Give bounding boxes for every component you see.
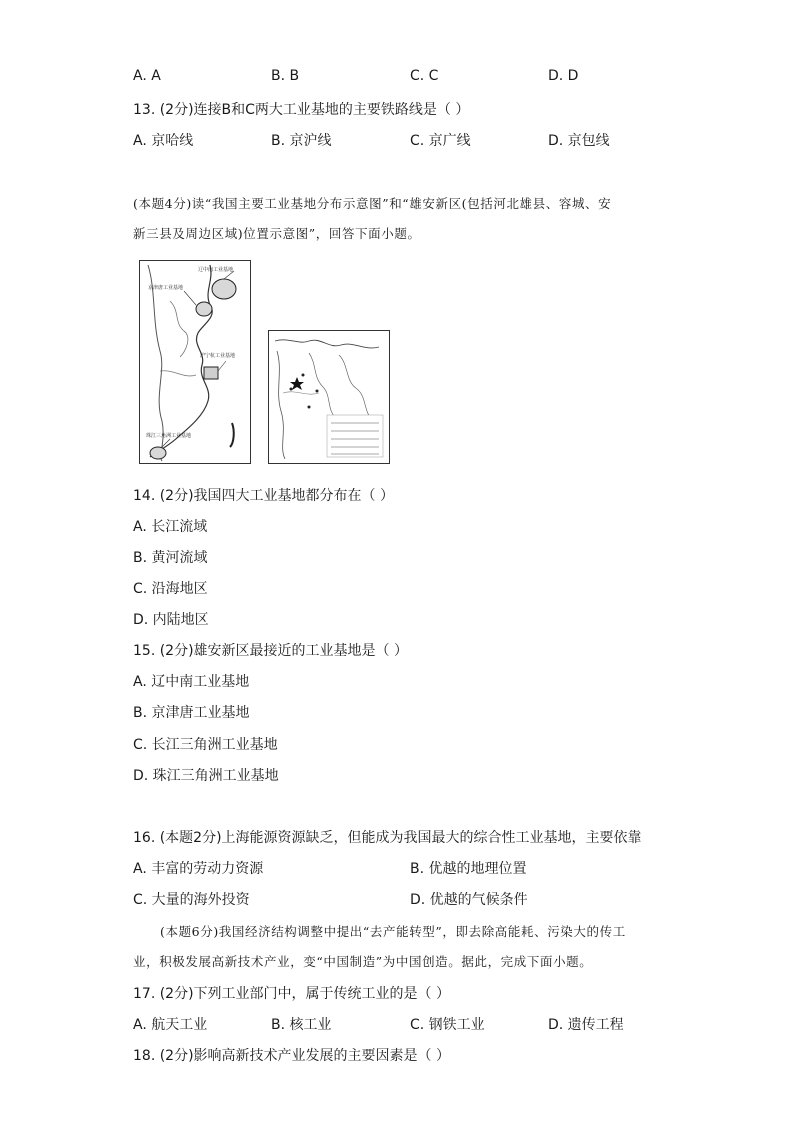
q14-option-a[interactable]: A. 长江流域 bbox=[133, 519, 208, 535]
map-label-zhujiang: 珠江三角洲工业基地 bbox=[146, 433, 192, 439]
industrial-base-map bbox=[139, 260, 251, 464]
xiongan-location-map-drawing bbox=[269, 331, 389, 463]
q12-option-b[interactable]: B. B bbox=[271, 68, 300, 84]
q12-option-c[interactable]: C. C bbox=[410, 68, 439, 84]
q12-option-d[interactable]: D. D bbox=[548, 68, 579, 84]
q14-option-d[interactable]: D. 内陆地区 bbox=[133, 612, 209, 628]
q15-option-d[interactable]: D. 珠江三角洲工业基地 bbox=[133, 768, 279, 784]
q17-option-a[interactable]: A. 航天工业 bbox=[133, 1017, 208, 1033]
passage-intro2-line2: 业，积极发展高新技术产业，变“中国制造”为中国创造。据此，完成下面小题。 bbox=[133, 954, 593, 969]
q15-option-a[interactable]: A. 辽中南工业基地 bbox=[133, 674, 250, 690]
q13-option-b[interactable]: B. 京沪线 bbox=[271, 133, 332, 149]
map-label-huningshang: 沪宁杭工业基地 bbox=[200, 353, 236, 359]
q17-option-d[interactable]: D. 遗传工程 bbox=[548, 1017, 624, 1033]
xiongan-location-map bbox=[268, 330, 390, 464]
q13-option-d[interactable]: D. 京包线 bbox=[548, 133, 610, 149]
q16-option-b[interactable]: B. 优越的地理位置 bbox=[410, 861, 527, 877]
map-label-jingjintang: 京津唐工业基地 bbox=[148, 285, 184, 291]
passage-intro2-line1: (本题6分)我国经济结构调整中提出“去产能转型”，即去除高能耗、污染大的传工 bbox=[160, 924, 626, 939]
passage-intro-line2: 新三县及周边区域)位置示意图”，回答下面小题。 bbox=[133, 226, 421, 241]
q15-option-c[interactable]: C. 长江三角洲工业基地 bbox=[133, 737, 278, 753]
passage-intro-line1: (本题4分)读“我国主要工业基地分布示意图”和“雄安新区(包括河北雄县、容城、安 bbox=[133, 196, 612, 211]
q12-option-a[interactable]: A. A bbox=[133, 68, 161, 84]
q13-option-a[interactable]: A. 京哈线 bbox=[133, 133, 194, 149]
q13-option-c[interactable]: C. 京广线 bbox=[410, 133, 471, 149]
q14-option-b[interactable]: B. 黄河流域 bbox=[133, 550, 208, 566]
q15-stem: 15. (2分)雄安新区最接近的工业基地是（ ） bbox=[133, 643, 408, 659]
q16-option-a[interactable]: A. 丰富的劳动力资源 bbox=[133, 861, 264, 877]
q16-stem: 16. (本题2分)上海能源资源缺乏，但能成为我国最大的综合性工业基地，主要依靠 bbox=[133, 830, 642, 846]
q13-stem: 13. (2分)连接B和C两大工业基地的主要铁路线是（ ） bbox=[133, 102, 470, 118]
q17-stem: 17. (2分)下列工业部门中，属于传统工业的是（ ） bbox=[133, 986, 450, 1002]
map-label-liaozhongnan: 辽中南工业基地 bbox=[198, 267, 234, 273]
q16-option-c[interactable]: C. 大量的海外投资 bbox=[133, 892, 250, 908]
q14-stem: 14. (2分)我国四大工业基地都分布在（ ） bbox=[133, 488, 394, 504]
q18-stem: 18. (2分)影响高新技术产业发展的主要因素是（ ） bbox=[133, 1048, 450, 1064]
industrial-base-map-drawing bbox=[140, 261, 250, 463]
q16-option-d[interactable]: D. 优越的气候条件 bbox=[410, 892, 528, 908]
q17-option-c[interactable]: C. 钢铁工业 bbox=[410, 1017, 485, 1033]
q15-option-b[interactable]: B. 京津唐工业基地 bbox=[133, 705, 250, 721]
q17-option-b[interactable]: B. 核工业 bbox=[271, 1017, 332, 1033]
q14-option-c[interactable]: C. 沿海地区 bbox=[133, 581, 208, 597]
